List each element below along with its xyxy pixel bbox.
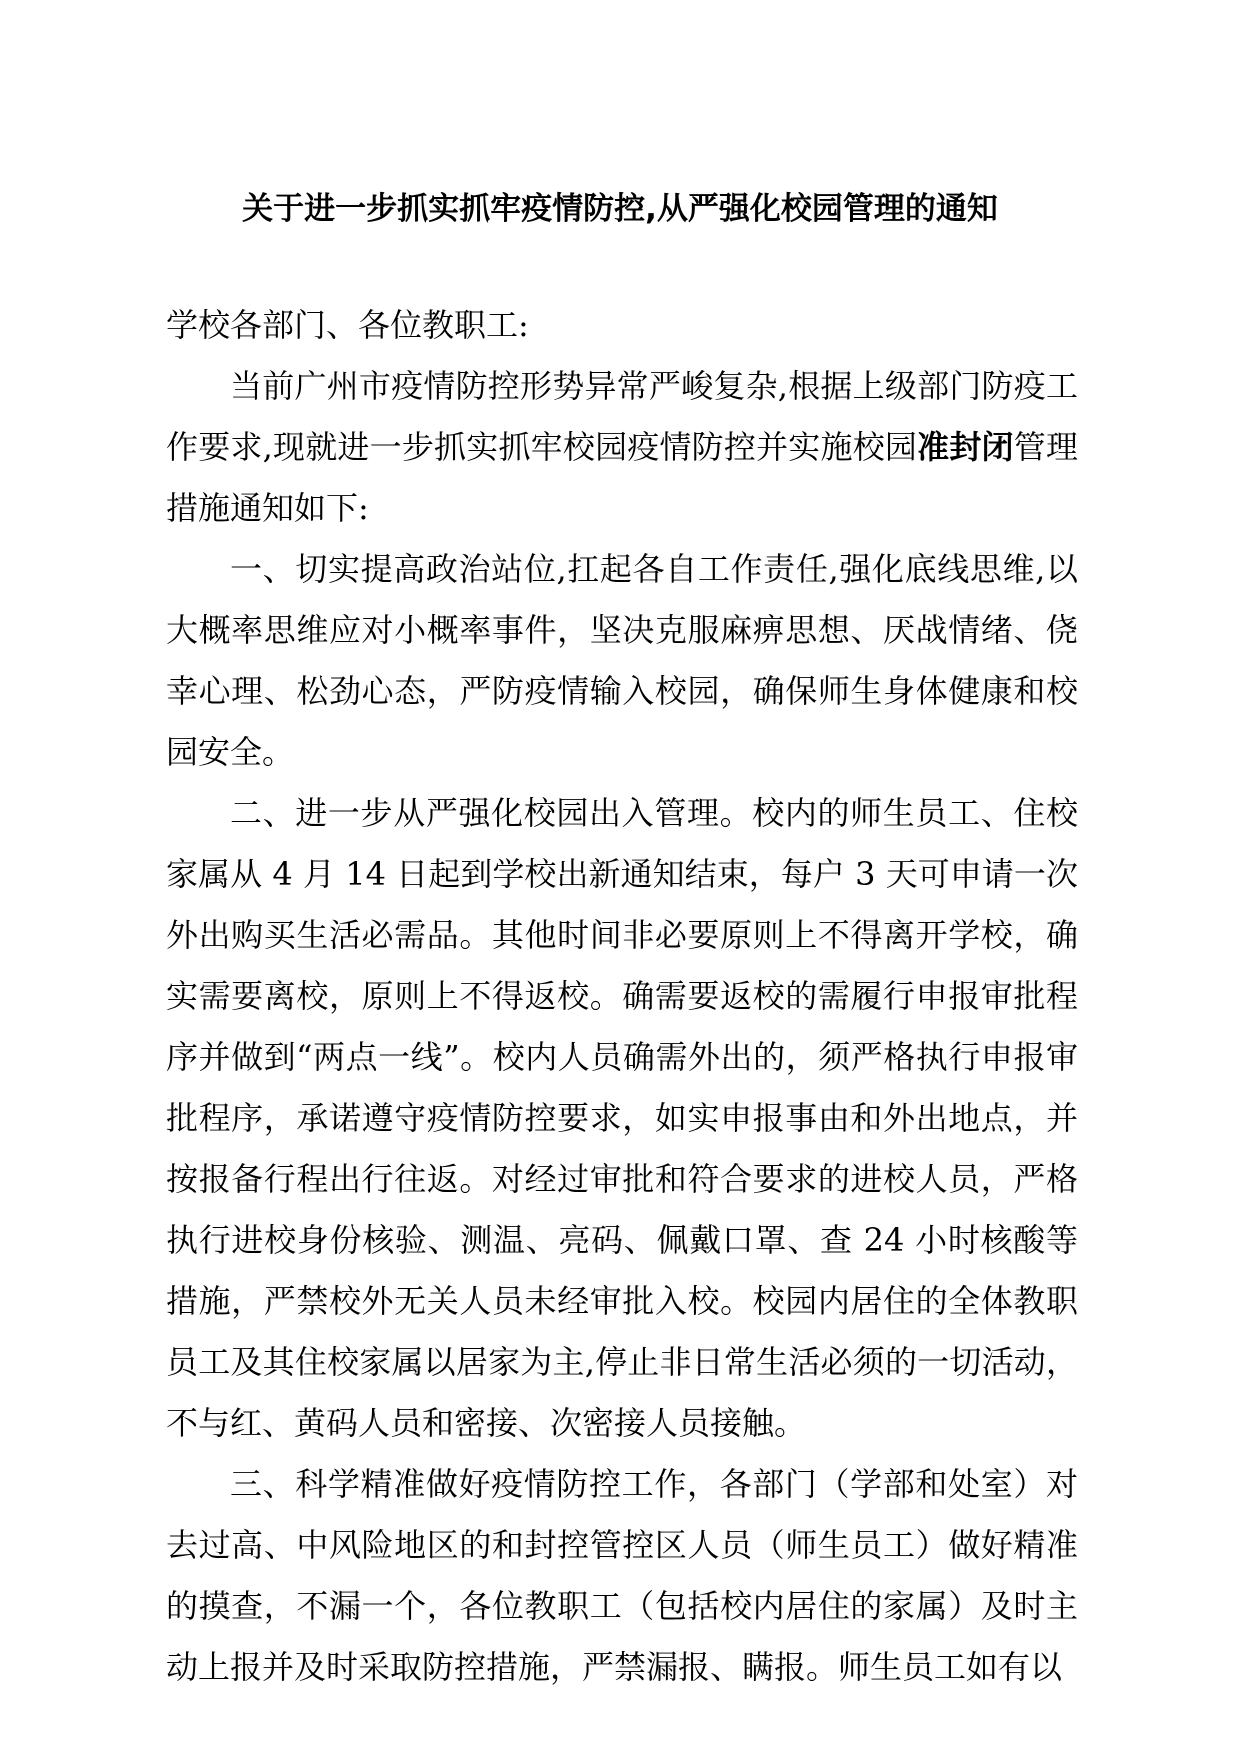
- salutation: 学校各部门、各位教职工:: [166, 306, 529, 344]
- document-body: [166, 295, 1078, 1698]
- emphasis-text: 准封闭: [917, 428, 1014, 466]
- paragraph-intro: [166, 356, 1078, 539]
- paragraph-section-2: 二、进一步从严强化校园出入管理。校内的师生员工、住校家属从 4 月 14 日起到学校出新通知结束，每户 3 天可申请一次外出购买生活必需品。其他时间非必要原则上不得离开学校，确实需要离校，原则上不得返校。确需要返校的需履行申报审批程序并做到“两点一线”。校内人员确需外出的，须严格执行申报审批程序，承诺遵守疫情防控要求，如实申报事由和外出地点，并按报备行程出行往返。对经过审批和符合要求的进校人员，严格执行进校身份核验、测温、亮码、佩戴口罩、查 24 小时核酸等措施，严禁校外无关人员未经审批入校。校园内居住的全体教职员工及其住校家属以居家为主,停止非日常生活必须的一切活动，不与红、黄码人员和密接、次密接人员接触。: [166, 794, 1078, 1442]
- paragraph-intro-text: 当前广州市疫情防控形势异常严峻复杂,根据上级部门防疫工作要求,现就进一步抓实抓牢校园疫情防控并实施校园: [166, 367, 1078, 466]
- document-title: 关于进一步抓实抓牢疫情防控,从严强化校园管理的通知: [242, 191, 998, 227]
- paragraph-intro-tail: 管理措施通知如下:: [166, 428, 1078, 527]
- paragraph-section-3: 三、科学精准做好疫情防控工作，各部门（学部和处室）对去过高、中风险地区的和封控管控区人员（师生员工）做好精准的摸查，不漏一个，各位教职工（包括校内居住的家属）及时主动上报并及时采取防控措施，严禁漏报、瞒报。师生员工如有以: [166, 1465, 1078, 1686]
- paragraph-section-1: 一、切实提高政治站位,扛起各自工作责任,强化底线思维,以大概率思维应对小概率事件，坚决克服麻痹思想、厌战情绪、侥幸心理、松劲心态，严防疫情输入校园，确保师生身体健康和校园安全。: [166, 550, 1078, 771]
